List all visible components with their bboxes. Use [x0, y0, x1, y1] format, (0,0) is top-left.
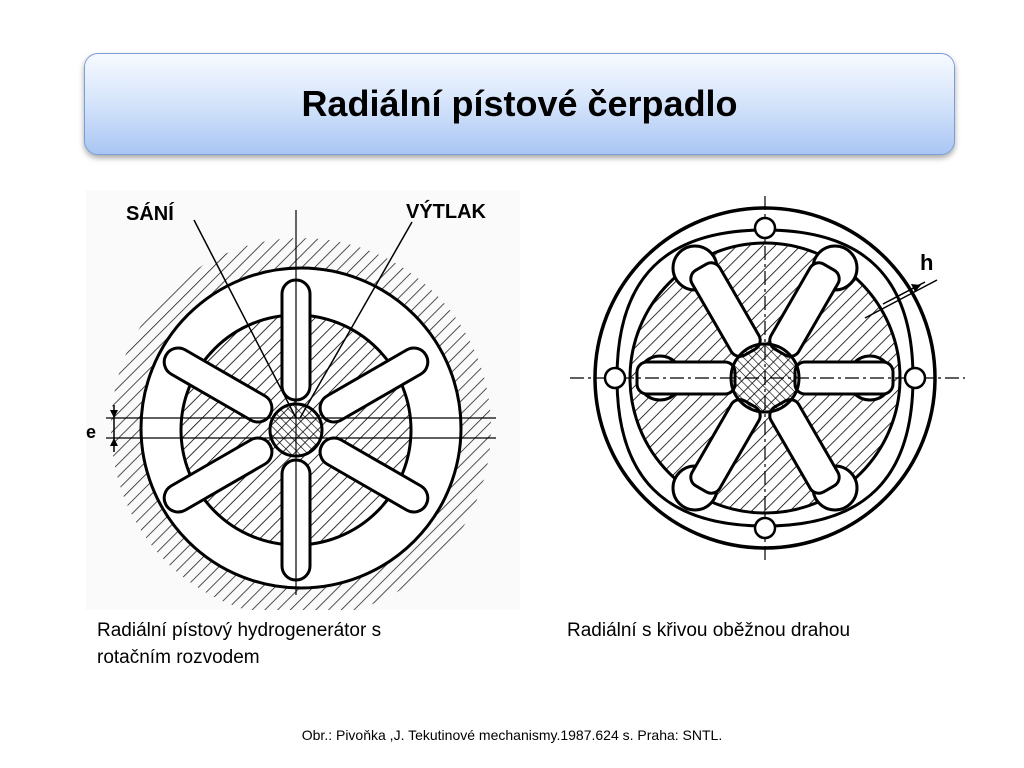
caption-left: Radiální pístový hydrogenerátor s rotačním rozvodem: [97, 620, 382, 668]
caption-right: Radiální s křivou oběžnou drahou: [567, 620, 851, 641]
figure-rotary-distribution-pump: [86, 190, 520, 610]
label-eccentricity: e: [86, 422, 97, 442]
source-citation: Obr.: Pivoňka ,J. Tekutinové mechanismy.1987.624 s. Praha: SNTL.: [301, 727, 723, 743]
label-suction: SÁNÍ: [126, 203, 174, 225]
label-discharge: VÝTLAK: [406, 201, 486, 223]
label-stroke: h: [920, 250, 934, 275]
figure-curved-track-pump: [565, 188, 973, 568]
title-banner: [84, 53, 955, 155]
slide-title: Radiální pístové čerpadlo: [301, 83, 738, 124]
